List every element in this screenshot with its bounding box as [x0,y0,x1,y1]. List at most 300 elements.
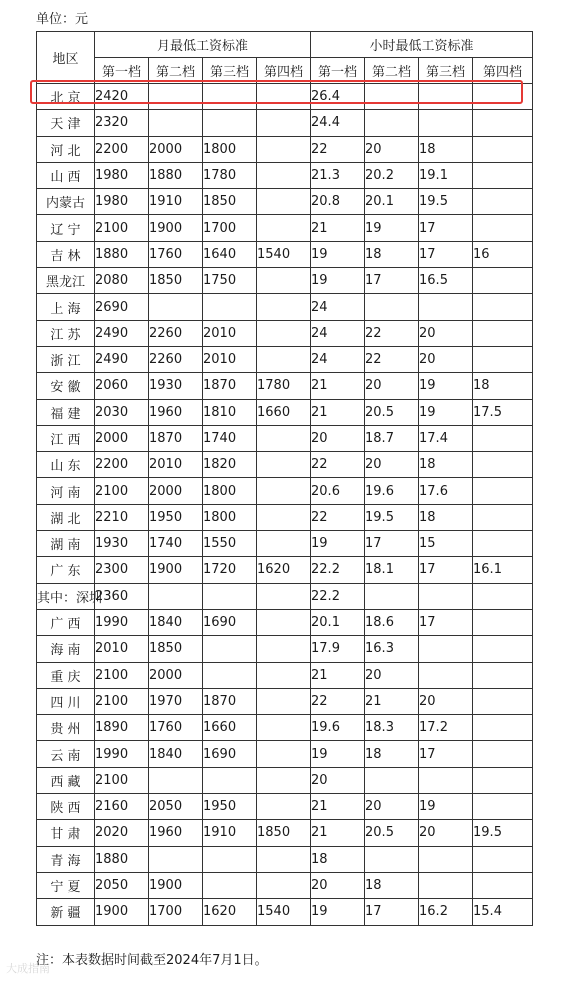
table-row [37,452,533,478]
hourly-tier-3-cell [419,662,473,688]
monthly-tier-3-cell: 1660 [203,715,257,741]
hourly-tier-1-cell: 24 [311,346,365,372]
monthly-tier-1-cell: 2100 [95,662,149,688]
monthly-tier-1-cell: 2000 [95,425,149,451]
hourly-tier-1-cell: 19 [311,241,365,267]
monthly-tier-3-cell: 1550 [203,531,257,557]
monthly-tier-1-cell: 2490 [95,346,149,372]
hourly-tier-1-cell: 21.3 [311,162,365,188]
monthly-tier-4-cell [257,215,311,241]
monthly-tier-3-cell: 1810 [203,399,257,425]
monthly-tier-4-cell [257,346,311,372]
hourly-tier-4: 第四档 [473,58,533,84]
monthly-tier-4-cell [257,846,311,872]
monthly-tier-1-cell: 1880 [95,241,149,267]
monthly-tier-1-cell: 2360 [95,583,149,609]
hourly-tier-4-cell: 16.1 [473,557,533,583]
region-cell: 福 建 [37,399,95,425]
monthly-tier-3-cell: 1910 [203,820,257,846]
hourly-tier-3-cell: 20 [419,820,473,846]
hourly-tier-4-cell [473,531,533,557]
monthly-tier-4-cell: 1850 [257,820,311,846]
monthly-tier-2-cell: 1970 [149,688,203,714]
hourly-tier-1-cell: 19 [311,899,365,925]
monthly-tier-2-cell [149,583,203,609]
monthly-tier-2-cell: 1850 [149,636,203,662]
region-header: 地区 [37,32,95,84]
table-row [37,478,533,504]
hourly-tier-3: 第三档 [419,58,473,84]
monthly-tier-4-cell [257,583,311,609]
monthly-tier-4-cell [257,531,311,557]
region-cell: 安 徽 [37,373,95,399]
monthly-tier-1-cell: 2490 [95,320,149,346]
hourly-tier-4-cell [473,452,533,478]
monthly-tier-4-cell [257,741,311,767]
table-row [37,425,533,451]
region-cell: 上 海 [37,294,95,320]
hourly-tier-4-cell [473,636,533,662]
monthly-tier-1-cell: 1930 [95,531,149,557]
monthly-tier-3-cell: 1870 [203,688,257,714]
monthly-tier-2-cell [149,767,203,793]
hourly-tier-3-cell: 19.5 [419,189,473,215]
table-body [37,84,533,926]
region-cell: 贵 州 [37,715,95,741]
hourly-tier-2-cell: 16.3 [365,636,419,662]
region-cell: 新 疆 [37,899,95,925]
hourly-tier-3-cell [419,583,473,609]
region-cell: 云 南 [37,741,95,767]
table-row [37,636,533,662]
monthly-tier-3-cell: 1620 [203,899,257,925]
hourly-tier-2-cell: 21 [365,688,419,714]
region-cell: 黑龙江 [37,268,95,294]
monthly-tier-1-cell: 2320 [95,110,149,136]
hourly-tier-4-cell [473,872,533,898]
table-row [37,872,533,898]
hourly-tier-3-cell: 19.1 [419,162,473,188]
hourly-tier-4-cell [473,215,533,241]
monthly-tier-3-cell [203,583,257,609]
monthly-tier-1-cell: 1900 [95,899,149,925]
hourly-tier-2-cell: 17 [365,531,419,557]
hourly-tier-4-cell [473,715,533,741]
table-row [37,846,533,872]
region-cell: 北 京 [37,84,95,110]
monthly-tier-4-cell [257,189,311,215]
hourly-tier-2-cell: 18.6 [365,609,419,635]
region-cell: 陕 西 [37,794,95,820]
monthly-tier-3-cell [203,110,257,136]
monthly-tier-2-cell: 1950 [149,504,203,530]
hourly-tier-2: 第二档 [365,58,419,84]
monthly-tier-3-cell: 1780 [203,162,257,188]
monthly-tier-2-cell: 1870 [149,425,203,451]
hourly-tier-4-cell [473,425,533,451]
hourly-tier-1-cell: 24 [311,294,365,320]
region-cell: 江 苏 [37,320,95,346]
monthly-tier-4-cell [257,794,311,820]
monthly-tier-1-cell: 2300 [95,557,149,583]
hourly-tier-2-cell: 20.5 [365,820,419,846]
hourly-tier-4-cell [473,110,533,136]
monthly-tier-4: 第四档 [257,58,311,84]
monthly-tier-3: 第三档 [203,58,257,84]
monthly-tier-1-cell: 1880 [95,846,149,872]
monthly-tier-2-cell: 1900 [149,215,203,241]
hourly-tier-1-cell: 21 [311,399,365,425]
region-cell: 湖 北 [37,504,95,530]
region-cell: 重 庆 [37,662,95,688]
monthly-tier-3-cell: 1820 [203,452,257,478]
hourly-tier-3-cell: 17 [419,609,473,635]
monthly-tier-4-cell [257,84,311,110]
hourly-tier-4-cell: 16 [473,241,533,267]
hourly-tier-2-cell: 20.2 [365,162,419,188]
hourly-tier-4-cell [473,767,533,793]
monthly-tier-1-cell: 2210 [95,504,149,530]
table-row [37,136,533,162]
monthly-tier-4-cell [257,767,311,793]
monthly-tier-4-cell [257,110,311,136]
hourly-tier-3-cell: 17 [419,557,473,583]
monthly-tier-3-cell [203,294,257,320]
monthly-tier-2-cell: 1760 [149,241,203,267]
table-row [37,688,533,714]
footnote: 注：本表数据时间截至2024年7月1日。 [36,953,268,968]
hourly-tier-3-cell [419,872,473,898]
monthly-tier-4-cell [257,294,311,320]
hourly-tier-3-cell: 17.4 [419,425,473,451]
region-cell: 辽 宁 [37,215,95,241]
minimum-wage-table [36,31,533,926]
hourly-tier-1-cell: 21 [311,662,365,688]
hourly-tier-1-cell: 20 [311,872,365,898]
monthly-tier-4-cell: 1540 [257,899,311,925]
monthly-tier-4-cell: 1660 [257,399,311,425]
hourly-tier-2-cell [365,84,419,110]
monthly-tier-2-cell: 2000 [149,478,203,504]
monthly-tier-1-cell: 2080 [95,268,149,294]
hourly-tier-1-cell: 20.8 [311,189,365,215]
hourly-tier-2-cell [365,583,419,609]
monthly-tier-1-cell: 2030 [95,399,149,425]
hourly-tier-1-cell: 19.6 [311,715,365,741]
hourly-tier-3-cell: 20 [419,320,473,346]
hourly-tier-1-cell: 22.2 [311,557,365,583]
hourly-tier-2-cell: 20 [365,662,419,688]
table-row [37,504,533,530]
region-cell: 其中：深圳 [37,583,95,609]
monthly-tier-3-cell: 1800 [203,504,257,530]
monthly-tier-2-cell: 2260 [149,320,203,346]
monthly-tier-2-cell: 1900 [149,872,203,898]
monthly-tier-3-cell: 1720 [203,557,257,583]
monthly-tier-2-cell: 2260 [149,346,203,372]
monthly-tier-2-cell: 1960 [149,820,203,846]
monthly-tier-3-cell: 1870 [203,373,257,399]
table-row [37,320,533,346]
hourly-tier-2-cell: 18 [365,241,419,267]
region-cell: 广 东 [37,557,95,583]
hourly-tier-4-cell: 18 [473,373,533,399]
hourly-tier-1-cell: 21 [311,373,365,399]
monthly-tier-3-cell: 1740 [203,425,257,451]
hourly-tier-4-cell [473,320,533,346]
table-row [37,268,533,294]
region-cell: 山 东 [37,452,95,478]
monthly-tier-2-cell: 1840 [149,609,203,635]
hourly-tier-2-cell: 20.1 [365,189,419,215]
monthly-tier-4-cell [257,478,311,504]
hourly-tier-3-cell: 17.6 [419,478,473,504]
hourly-tier-2-cell: 20 [365,136,419,162]
table-row [37,715,533,741]
monthly-tier-3-cell: 2010 [203,320,257,346]
monthly-tier-4-cell [257,609,311,635]
hourly-tier-2-cell: 18.7 [365,425,419,451]
hourly-tier-4-cell [473,346,533,372]
table-row [37,662,533,688]
monthly-tier-2-cell: 2050 [149,794,203,820]
monthly-tier-1-cell: 2100 [95,215,149,241]
hourly-tier-4-cell [473,504,533,530]
hourly-tier-4-cell [473,162,533,188]
hourly-tier-3-cell [419,767,473,793]
monthly-tier-4-cell [257,662,311,688]
monthly-tier-2-cell: 1960 [149,399,203,425]
table-row [37,583,533,609]
region-cell: 内蒙古 [37,189,95,215]
hourly-tier-3-cell [419,84,473,110]
region-cell: 广 西 [37,609,95,635]
hourly-tier-2-cell: 18.3 [365,715,419,741]
table-row [37,215,533,241]
table-row [37,531,533,557]
region-cell: 甘 肃 [37,820,95,846]
hourly-tier-3-cell: 17 [419,215,473,241]
monthly-tier-1: 第一档 [95,58,149,84]
monthly-tier-1-cell: 2100 [95,688,149,714]
hourly-tier-1-cell: 22 [311,504,365,530]
monthly-tier-3-cell [203,872,257,898]
monthly-tier-2-cell: 2000 [149,136,203,162]
region-cell: 河 南 [37,478,95,504]
region-cell: 湖 南 [37,531,95,557]
hourly-tier-2-cell: 19.5 [365,504,419,530]
monthly-tier-1-cell: 2010 [95,636,149,662]
table-row [37,162,533,188]
region-cell: 浙 江 [37,346,95,372]
hourly-tier-3-cell [419,846,473,872]
region-cell: 吉 林 [37,241,95,267]
hourly-header: 小时最低工资标准 [311,32,533,58]
hourly-tier-2-cell: 18.1 [365,557,419,583]
hourly-tier-2-cell: 18 [365,741,419,767]
hourly-tier-2-cell [365,767,419,793]
hourly-tier-4-cell [473,84,533,110]
hourly-tier-1-cell: 18 [311,846,365,872]
hourly-tier-1-cell: 24.4 [311,110,365,136]
table-row [37,294,533,320]
hourly-tier-3-cell: 15 [419,531,473,557]
hourly-tier-3-cell: 19 [419,399,473,425]
monthly-tier-2-cell: 1880 [149,162,203,188]
monthly-tier-3-cell: 1640 [203,241,257,267]
monthly-tier-4-cell [257,452,311,478]
monthly-tier-3-cell [203,767,257,793]
monthly-tier-1-cell: 2200 [95,452,149,478]
hourly-tier-1-cell: 21 [311,820,365,846]
monthly-tier-2-cell: 1840 [149,741,203,767]
hourly-tier-4-cell [473,478,533,504]
hourly-tier-3-cell: 20 [419,346,473,372]
monthly-tier-1-cell: 1990 [95,609,149,635]
hourly-tier-2-cell: 20 [365,452,419,478]
hourly-tier-2-cell [365,846,419,872]
table-row [37,741,533,767]
monthly-tier-2-cell [149,846,203,872]
hourly-tier-1-cell: 22.2 [311,583,365,609]
monthly-tier-3-cell: 1950 [203,794,257,820]
monthly-tier-2-cell: 1910 [149,189,203,215]
monthly-tier-2-cell: 1700 [149,899,203,925]
monthly-tier-2: 第二档 [149,58,203,84]
table-row [37,399,533,425]
monthly-tier-4-cell [257,715,311,741]
monthly-header: 月最低工资标准 [95,32,311,58]
table-row [37,189,533,215]
monthly-tier-2-cell: 1900 [149,557,203,583]
monthly-tier-2-cell: 1930 [149,373,203,399]
hourly-tier-1-cell: 26.4 [311,84,365,110]
monthly-tier-2-cell [149,84,203,110]
hourly-tier-4-cell [473,609,533,635]
hourly-tier-2-cell: 20.5 [365,399,419,425]
monthly-tier-3-cell [203,84,257,110]
monthly-tier-2-cell [149,110,203,136]
hourly-tier-2-cell: 19 [365,215,419,241]
hourly-tier-3-cell: 17 [419,741,473,767]
region-cell: 四 川 [37,688,95,714]
hourly-tier-3-cell: 20 [419,688,473,714]
hourly-tier-4-cell [473,189,533,215]
hourly-tier-3-cell [419,110,473,136]
monthly-tier-1-cell: 2690 [95,294,149,320]
region-cell: 西 藏 [37,767,95,793]
monthly-tier-4-cell [257,636,311,662]
table-row [37,241,533,267]
region-cell: 海 南 [37,636,95,662]
monthly-tier-3-cell [203,636,257,662]
monthly-tier-4-cell [257,268,311,294]
hourly-tier-1-cell: 24 [311,320,365,346]
hourly-tier-3-cell: 18 [419,504,473,530]
monthly-tier-1-cell: 2100 [95,767,149,793]
monthly-tier-4-cell [257,136,311,162]
monthly-tier-3-cell: 1750 [203,268,257,294]
hourly-tier-2-cell: 19.6 [365,478,419,504]
table-row [37,899,533,925]
monthly-tier-1-cell: 2020 [95,820,149,846]
hourly-tier-2-cell: 20 [365,794,419,820]
table-row [37,373,533,399]
monthly-tier-1-cell: 1990 [95,741,149,767]
region-cell: 青 海 [37,846,95,872]
monthly-tier-4-cell [257,425,311,451]
monthly-tier-4-cell: 1620 [257,557,311,583]
monthly-tier-4-cell [257,504,311,530]
table-row [37,767,533,793]
monthly-tier-2-cell [149,294,203,320]
hourly-tier-4-cell [473,741,533,767]
hourly-tier-4-cell [473,268,533,294]
monthly-tier-1-cell: 2160 [95,794,149,820]
hourly-tier-4-cell: 15.4 [473,899,533,925]
monthly-tier-3-cell [203,662,257,688]
hourly-tier-1-cell: 22 [311,688,365,714]
hourly-tier-3-cell: 16.5 [419,268,473,294]
monthly-tier-1-cell: 2200 [95,136,149,162]
monthly-tier-2-cell: 2010 [149,452,203,478]
monthly-tier-4-cell [257,872,311,898]
hourly-tier-2-cell: 18 [365,872,419,898]
table-row [37,794,533,820]
hourly-tier-4-cell [473,662,533,688]
table-row [37,346,533,372]
monthly-tier-3-cell: 1850 [203,189,257,215]
region-cell: 天 津 [37,110,95,136]
hourly-tier-3-cell [419,636,473,662]
monthly-tier-1-cell: 2050 [95,872,149,898]
region-cell: 宁 夏 [37,872,95,898]
monthly-tier-1-cell: 2060 [95,373,149,399]
hourly-tier-1-cell: 19 [311,741,365,767]
monthly-tier-2-cell: 2000 [149,662,203,688]
hourly-tier-1-cell: 21 [311,794,365,820]
hourly-tier-2-cell: 20 [365,373,419,399]
watermark: 大成指南 [6,962,50,975]
hourly-tier-4-cell [473,794,533,820]
hourly-tier-1-cell: 20.6 [311,478,365,504]
hourly-tier-1-cell: 21 [311,215,365,241]
hourly-tier-1-cell: 20 [311,425,365,451]
hourly-tier-1-cell: 17.9 [311,636,365,662]
table-row [37,84,533,110]
monthly-tier-2-cell: 1850 [149,268,203,294]
hourly-tier-3-cell: 17 [419,241,473,267]
table-row [37,557,533,583]
monthly-tier-4-cell [257,688,311,714]
monthly-tier-3-cell: 1800 [203,136,257,162]
monthly-tier-4-cell: 1780 [257,373,311,399]
table-row [37,110,533,136]
table-row [37,820,533,846]
hourly-tier-1-cell: 20 [311,767,365,793]
monthly-tier-4-cell [257,162,311,188]
hourly-tier-4-cell [473,583,533,609]
region-cell: 山 西 [37,162,95,188]
hourly-tier-1-cell: 19 [311,531,365,557]
monthly-tier-1-cell: 1980 [95,162,149,188]
monthly-tier-2-cell: 1760 [149,715,203,741]
monthly-tier-1-cell: 2100 [95,478,149,504]
hourly-tier-4-cell [473,136,533,162]
hourly-tier-4-cell: 19.5 [473,820,533,846]
hourly-tier-2-cell: 22 [365,346,419,372]
hourly-tier-2-cell: 22 [365,320,419,346]
